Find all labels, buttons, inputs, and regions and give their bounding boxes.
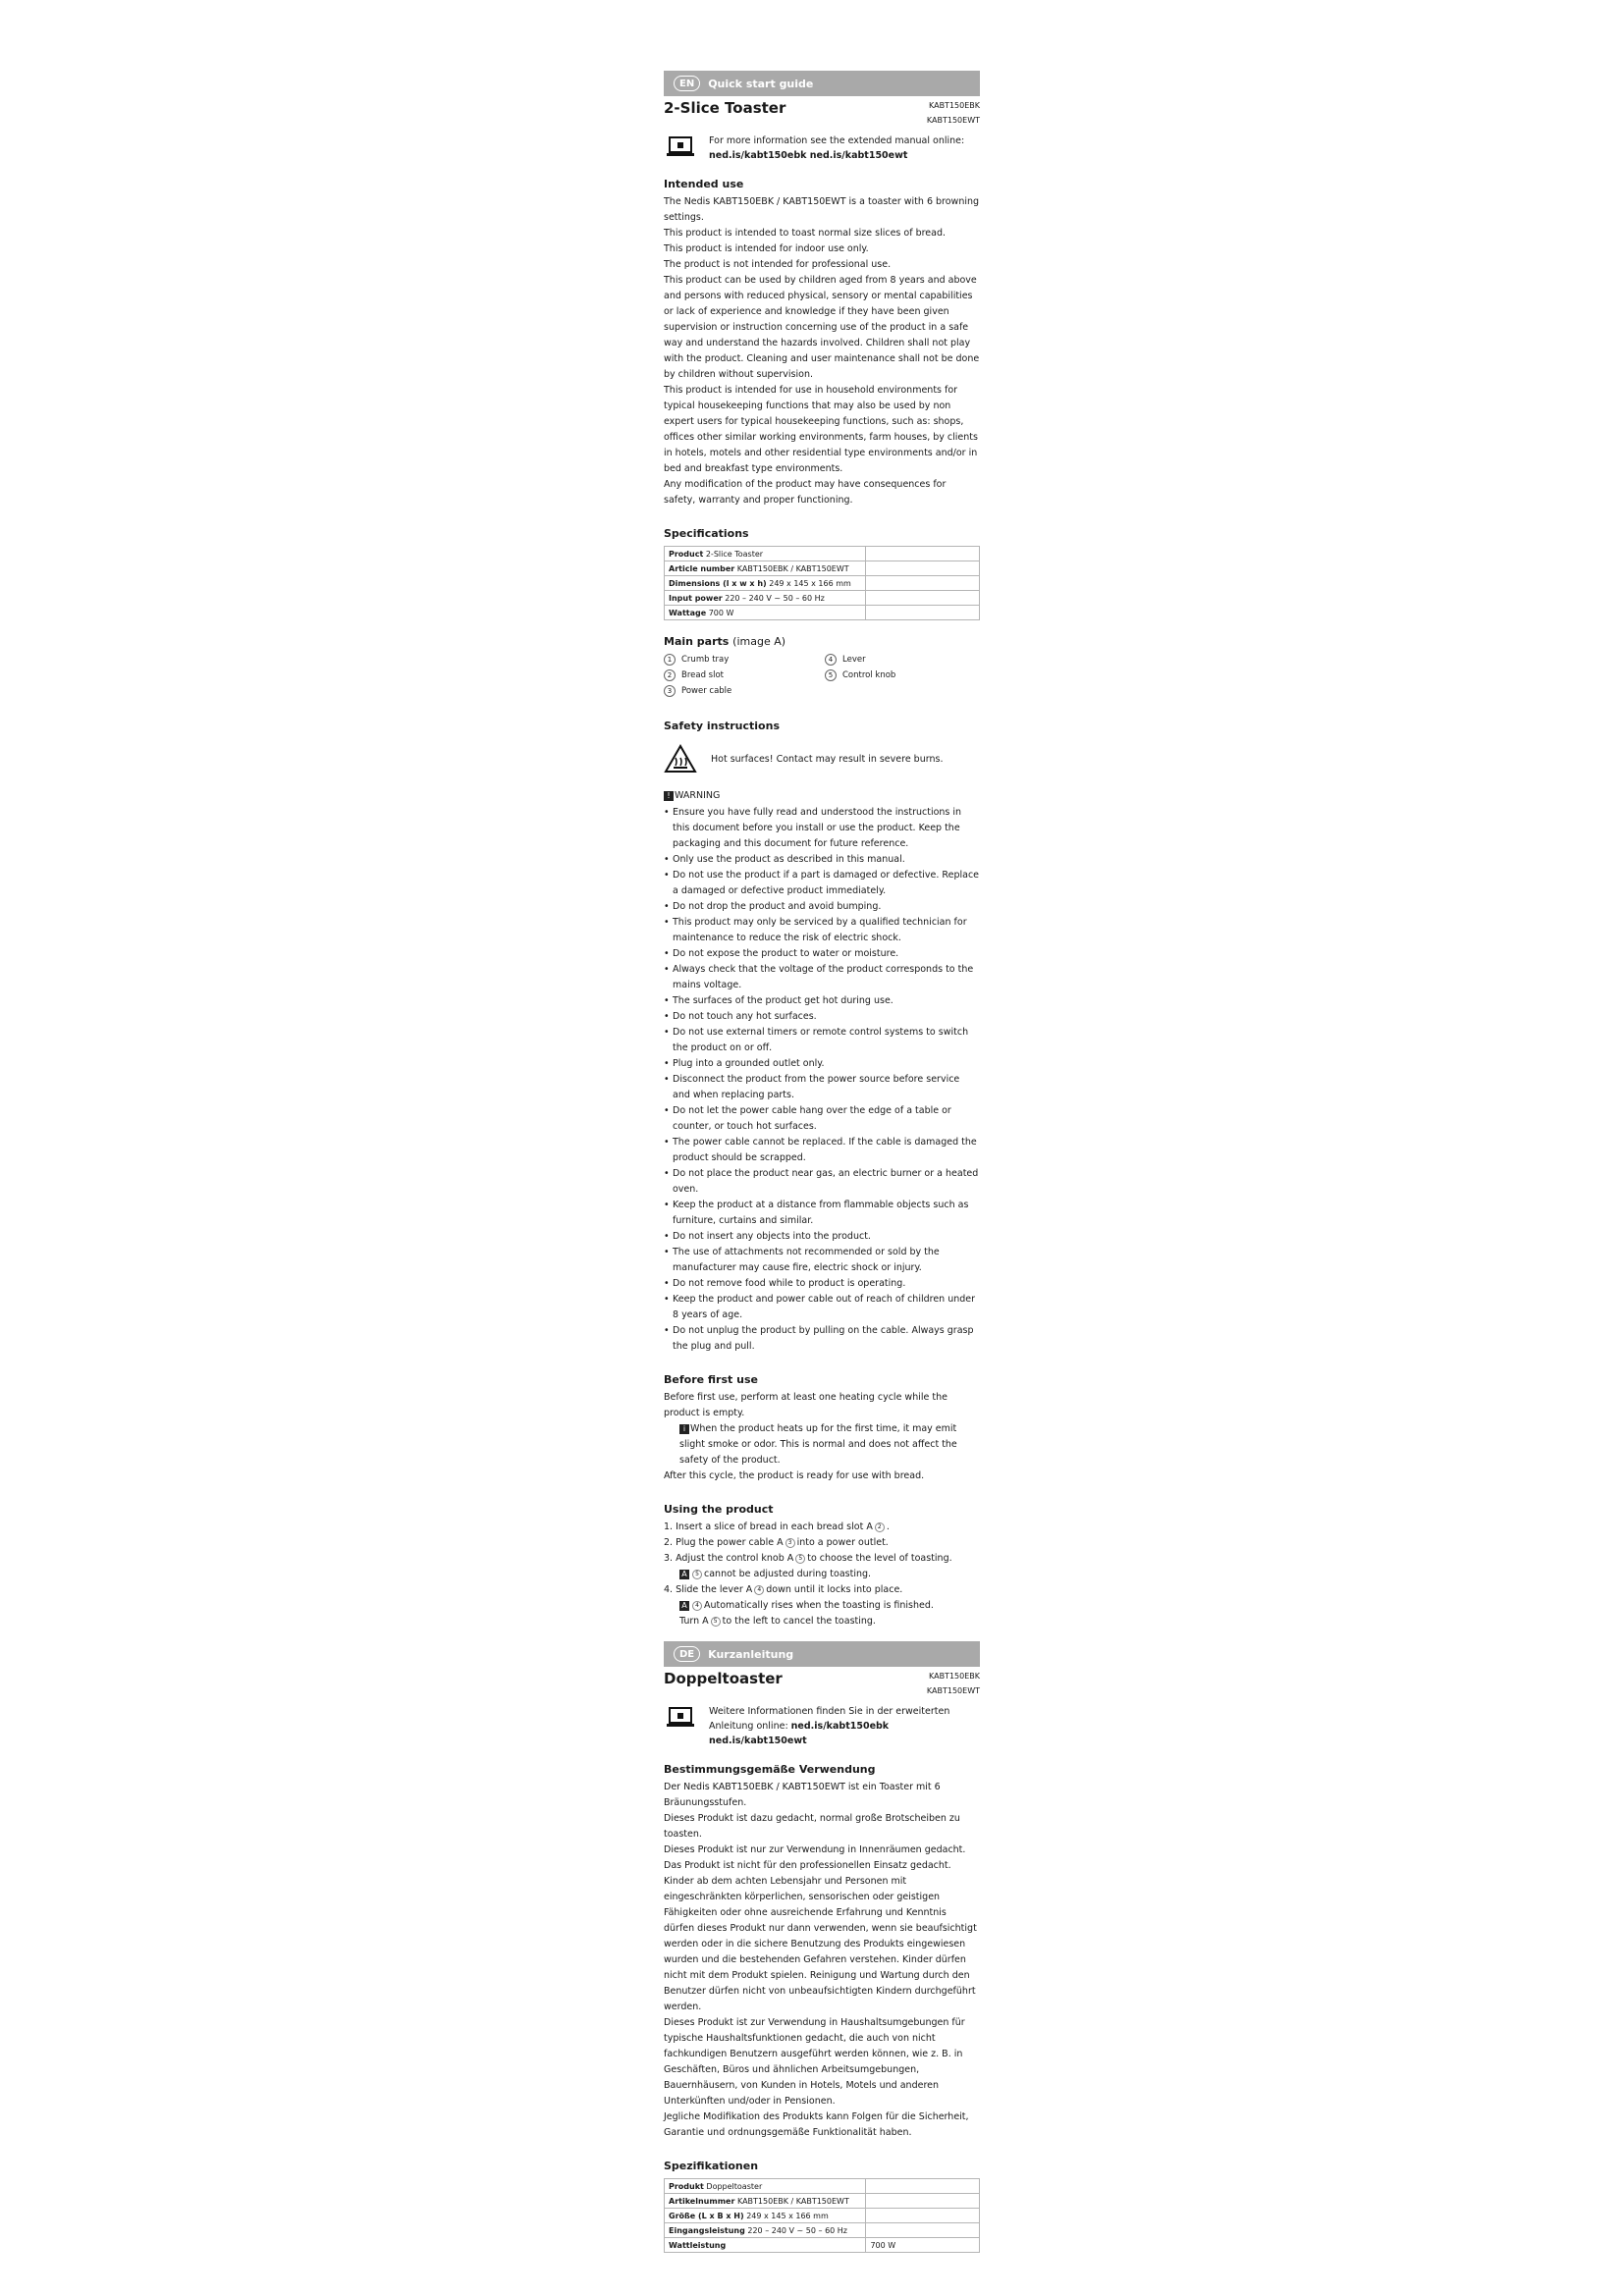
list-item: 2. Plug the power cable A 3 into a power outlet. <box>664 1537 889 1548</box>
language-badge: DE <box>674 1646 700 1662</box>
list-item: • Do not let the power cable hang over the edge of a table or counter, or touch hot surfaces. <box>664 1103 980 1135</box>
list-item: 1 Crumb tray <box>664 652 825 667</box>
before-first-use-note: i When the product heats up for the first time, it may emit slight smoke or odor. This is normal and does not affect the safety of the product. <box>679 1423 957 1466</box>
en-header-bar <box>664 71 980 96</box>
list-item: • Do not remove food while to product is operating. <box>664 1276 980 1292</box>
online-manual-note: For more information see the extended manual online: ned.is/kabt150ebk ned.is/kabt150ewt <box>664 133 980 163</box>
table-row: Product 2-Slice Toaster <box>665 547 980 561</box>
list-item: 1. Insert a slice of bread in each bread slot A 2 . <box>664 1522 890 1532</box>
hot-surface-warning: Hot surfaces! Contact may result in severe burns. <box>664 744 980 774</box>
specifications-table <box>664 546 980 620</box>
guide-label: Quick start guide <box>708 77 814 90</box>
table-row: Wattage 700 W <box>665 606 980 620</box>
before-first-use-heading: Before first use <box>664 1373 758 1386</box>
intended-use-heading: Intended use <box>664 178 744 190</box>
guide-label: Kurzanleitung <box>708 1647 794 1661</box>
warning-label: ! WARNING <box>664 789 980 803</box>
model-numbers: KABT150EBK KABT150EWT <box>926 1672 980 1695</box>
main-parts-heading: Main parts (image A) <box>664 635 786 648</box>
list-item: • The use of attachments not recommended or sold by the manufacturer may cause fire, electric shock or injury. <box>664 1245 980 1276</box>
usage-steps <box>664 1520 980 1629</box>
safety-heading: Safety instructions <box>664 720 780 732</box>
language-badge: EN <box>674 76 700 91</box>
table-row: Article number KABT150EBK / KABT150EWT <box>665 561 980 576</box>
warning-icon: ! <box>664 791 674 801</box>
list-item: • The power cable cannot be replaced. If the cable is damaged the product should be scrapped. <box>664 1135 980 1166</box>
list-item: • Do not unplug the product by pulling on the cable. Always grasp the plug and pull. <box>664 1323 980 1355</box>
specifications-heading: Specifications <box>664 527 749 540</box>
list-item: • Do not use the product if a part is damaged or defective. Replace a damaged or defective product immediately. <box>664 868 980 899</box>
list-item: • Do not place the product near gas, an electric burner or a heated oven. <box>664 1166 980 1198</box>
hot-surface-icon <box>664 744 697 774</box>
list-item: • Ensure you have fully read and understood the instructions in this document before you install or use the product. Keep the packaging and this document for future reference. <box>664 805 980 852</box>
intended-use-heading: Bestimmungsgemäße Verwendung <box>664 1763 876 1776</box>
list-item: 5 Control knob <box>825 667 980 683</box>
intended-use-text: Der Nedis KABT150EBK / KABT150EWT ist ein Toaster mit 6 Bräunungsstufen. Dieses Produkt ist dazu gedacht, normal große Brotscheiben zu toasten. Dieses Produkt ist nur zur Verwendung in Innenräumen gedacht. Das Produkt ist nicht für den professionellen Einsatz gedacht. Kinder ab dem achten Lebensjahr und Personen mit eingeschränkten körperlichen, sensorischen oder geistigen Fähigkeiten oder ohne ausreichende Erfahrung und Kenntnis dürfen dieses Produkt nur dann verwenden, wenn sie beaufsichtigt werden oder in die sichere Benutzung des Produkts eingewiesen wurden und die bestehenden Gefahren verstehen. Kinder dürfen nicht mit dem Produkt spielen. Reinigung und Wartung durch den Benutzer dürfen nicht von unbeaufsichtigten Kindern durchgeführt werden. Dieses Produkt ist zur Verwendung in Haushaltsumgebungen für typische Haushaltsfunktionen gedacht, die auch von nicht fachkundigen Benutzern ausgeführt werden können, wie z. B. in Geschäften, Büros und ähnlichen Arbeitsumgebungen, Bauernhäusern, von Kunden in Hotels, Motels und anderen Unterkünften und/oder in Pensionen. Jegliche Modifikation des Produkts kann Folgen für die Sicherheit, Garantie und ordnungsgemäße Funktionalität haben. <box>664 1782 977 2138</box>
safety-list <box>664 805 980 1355</box>
main-parts-list <box>664 652 980 699</box>
list-item: 3 Power cable <box>664 683 825 699</box>
specifications-heading: Spezifikationen <box>664 2160 759 2172</box>
list-item: • Do not use external timers or remote control systems to switch the product on or off. <box>664 1025 980 1056</box>
list-item: • Keep the product at a distance from flammable objects such as furniture, curtains and similar. <box>664 1198 980 1229</box>
list-item: • Do not drop the product and avoid bumping. <box>664 899 980 915</box>
list-item: • Plug into a grounded outlet only. <box>664 1056 980 1072</box>
manual-link[interactable]: ned.is/kabt150ebk ned.is/kabt150ewt <box>709 150 908 161</box>
table-row: Dimensions (l x w x h) 249 x 145 x 166 mm <box>665 576 980 591</box>
before-first-use-text: Before first use, perform at least one heating cycle while the product is empty. <box>664 1392 947 1418</box>
list-item: 3. Adjust the control knob A 5 to choose the level of toasting. <box>664 1553 952 1564</box>
list-item: • Do not touch any hot surfaces. <box>664 1009 980 1025</box>
laptop-icon <box>666 135 695 159</box>
table-row: Wattleistung 700 W <box>665 2238 980 2253</box>
list-item: • This product may only be serviced by a qualified technician for maintenance to reduce the risk of electric shock. <box>664 915 980 946</box>
de-section <box>664 1641 980 2253</box>
product-title: 2-Slice Toaster <box>664 99 786 117</box>
table-row: Input power 220 – 240 V ~ 50 – 60 Hz <box>665 591 980 606</box>
list-item: • Always check that the voltage of the product corresponds to the mains voltage. <box>664 962 980 993</box>
specifications-table <box>664 2178 980 2253</box>
note-icon: i <box>679 1424 689 1434</box>
table-row: Eingangsleistung 220 – 240 V ~ 50 – 60 Hz <box>665 2223 980 2238</box>
list-item: A 4 Automatically rises when the toasting is finished. <box>664 1598 980 1614</box>
list-item: 2 Bread slot <box>664 667 825 683</box>
table-row: Produkt Doppeltoaster <box>665 2179 980 2194</box>
table-row: Artikelnummer KABT150EBK / KABT150EWT <box>665 2194 980 2209</box>
manual-link[interactable]: ned.is/kabt150ebk ned.is/kabt150ewt <box>709 1721 890 1746</box>
list-item: A 5 cannot be adjusted during toasting. <box>664 1567 980 1582</box>
list-item: • Disconnect the product from the power source before service and when replacing parts. <box>664 1072 980 1103</box>
list-item: Turn A 5 to the left to cancel the toasting. <box>679 1616 876 1627</box>
model-numbers: KABT150EBK KABT150EWT <box>926 101 980 125</box>
using-heading: Using the product <box>664 1503 774 1516</box>
product-title: Doppeltoaster <box>664 1670 783 1687</box>
laptop-icon <box>666 1706 695 1730</box>
list-item: • Keep the product and power cable out of reach of children under 8 years of age. <box>664 1292 980 1323</box>
list-item: 4. Slide the lever A 4 down until it locks into place. <box>664 1584 903 1595</box>
online-manual-note: Weitere Informationen finden Sie in der erweiterten Anleitung online: ned.is/kabt150ebk ned.is/kabt150ewt <box>664 1704 980 1748</box>
list-item: • Only use the product as described in this manual. <box>664 852 980 868</box>
intended-use-text: The Nedis KABT150EBK / KABT150EWT is a toaster with 6 browning settings. This product is intended to toast normal size slices of bread. This product is intended for indoor use only. The product is not intended for professional use. This product can be used by children aged from 8 years and above and persons with reduced physical, sensory or mental capabilities or lack of experience and knowledge if they have been given supervision or instruction concerning use of the product in a safe way and understand the hazards involved. Children shall not play with the product. Cleaning and user maintenance shall not be done by children without supervision. This product is intended for use in household environments for typical housekeeping functions that may also be used by non expert users for typical housekeeping functions, such as: shops, offices other similar working environments, farm houses, by clients in hotels, motels and other residential type environments and/or in bed and breakfast type environments. Any modification of the product may have consequences for safety, warranty and proper functioning. <box>664 196 980 506</box>
table-row: Größe (L x B x H) 249 x 145 x 166 mm <box>665 2209 980 2223</box>
en-section: EN Quick start guide 2-Slice Toaster KABT150EBK KABT150EWT For more information see the extended manual online: ned.is/kabt150ebk ned.is/kabt150ewt Intended use The Nedis KABT150EBK / KABT150EWT is a toaster with 6 browning settings. This product is intended to toast normal size slices of bread. This product is intended for indoor use only. The product is not intended for professional use. This product can be used by children aged from 8 years and above and persons with reduced physical, sensory or mental capabilities or lack of experience and knowledge if they have been given supervision or instruction concerning use of the product in a safe way and understand the hazards involved. Children shall not play with the product. Cleaning and user maintenance shall not be done by children without supervision. This product is intended for use in household environments for typical housekeeping functions that may also be used by non expert users for typical housekeeping functions, such as: shops, offices other similar working environments, farm houses, by clients in hotels, motels and other residential type environments and/or in bed and breakfast type environments. Any modification of the product may have consequences for safety, warranty and proper functioning. Specifications Product 2-Slice Toaster Article number KABT150EBK / KABT150EWT Dimensions (l x w x h) 249 x 145 x 166 mm Input power 220 – 240 V ~ 50 – 60 Hz Wattage 700 W Main parts (image A) 1 Crumb tray 4 Lever 2 Bread slot 5 Control knob 3 Power cable Safety instructions Hot surfaces! Contact may result in severe burns. ! WARNING • Ensure you have fully read and understood the instructions in this document before you install or use the product. Keep the packaging and this document for future reference. • Only use the product as described in this manual. • Do not use the product if a part is damaged or defective. Replace a damaged or defective product immediately. • Do not drop the product and avoid bumping. • This product may only be serviced by a qualified technician for maintenance to reduce the risk of electric shock. • Do not expose the product to water or moisture. • Always check that the voltage of the product corresponds to the mains voltage. • The surfaces of the product get hot during use. • Do not touch any hot surfaces. • Do not use external timers or remote control systems to switch the product on or off. • Plug into a grounded outlet only. • Disconnect the product from the power source before service and when replacing parts. • Do not let the power cable hang over the edge of a table or counter, or touch hot surfaces. • The power cable cannot be replaced. If the cable is damaged the product should be scrapped. • Do not place the product near gas, an electric burner or a heated oven. • Keep the product at a distance from flammable objects such as furniture, curtains and similar. • Do not insert any objects into the product. • The use of attachments not recommended or sold by the manufacturer may cause fire, electric shock or injury. • Do not remove food while to product is operating. • Keep the product and power cable out of reach of children under 8 years of age. • Do not unplug the product by pulling on the cable. Always grasp the plug and pull. Before first use Before first use, perform at least one heating cycle while the product is empty. i When the product heats up for the first time, it may emit slight smoke or odor. This is normal and does not affect the safety of the product. After this cycle, the product is ready for use with bread. Using the product 1. Insert a slice of bread in each bread slot A 2 . 2. Plug the power cable A 3 into a power outlet. 3. Adjust the control knob A 5 to choose the level of toasting. A 5 cannot be adjusted during toasting. 4. Slide the lever A 4 down until it locks into place. A 4 Automatically rises when the toasting is finished. Turn A 5 to the left to cancel the toasting. <box>664 71 980 1629</box>
list-item: • Do not insert any objects into the product. <box>664 1229 980 1245</box>
de-header-bar <box>664 1641 980 1667</box>
list-item: 4 Lever <box>825 652 980 667</box>
list-item: • The surfaces of the product get hot during use. <box>664 993 980 1009</box>
list-item: • Do not expose the product to water or moisture. <box>664 946 980 962</box>
